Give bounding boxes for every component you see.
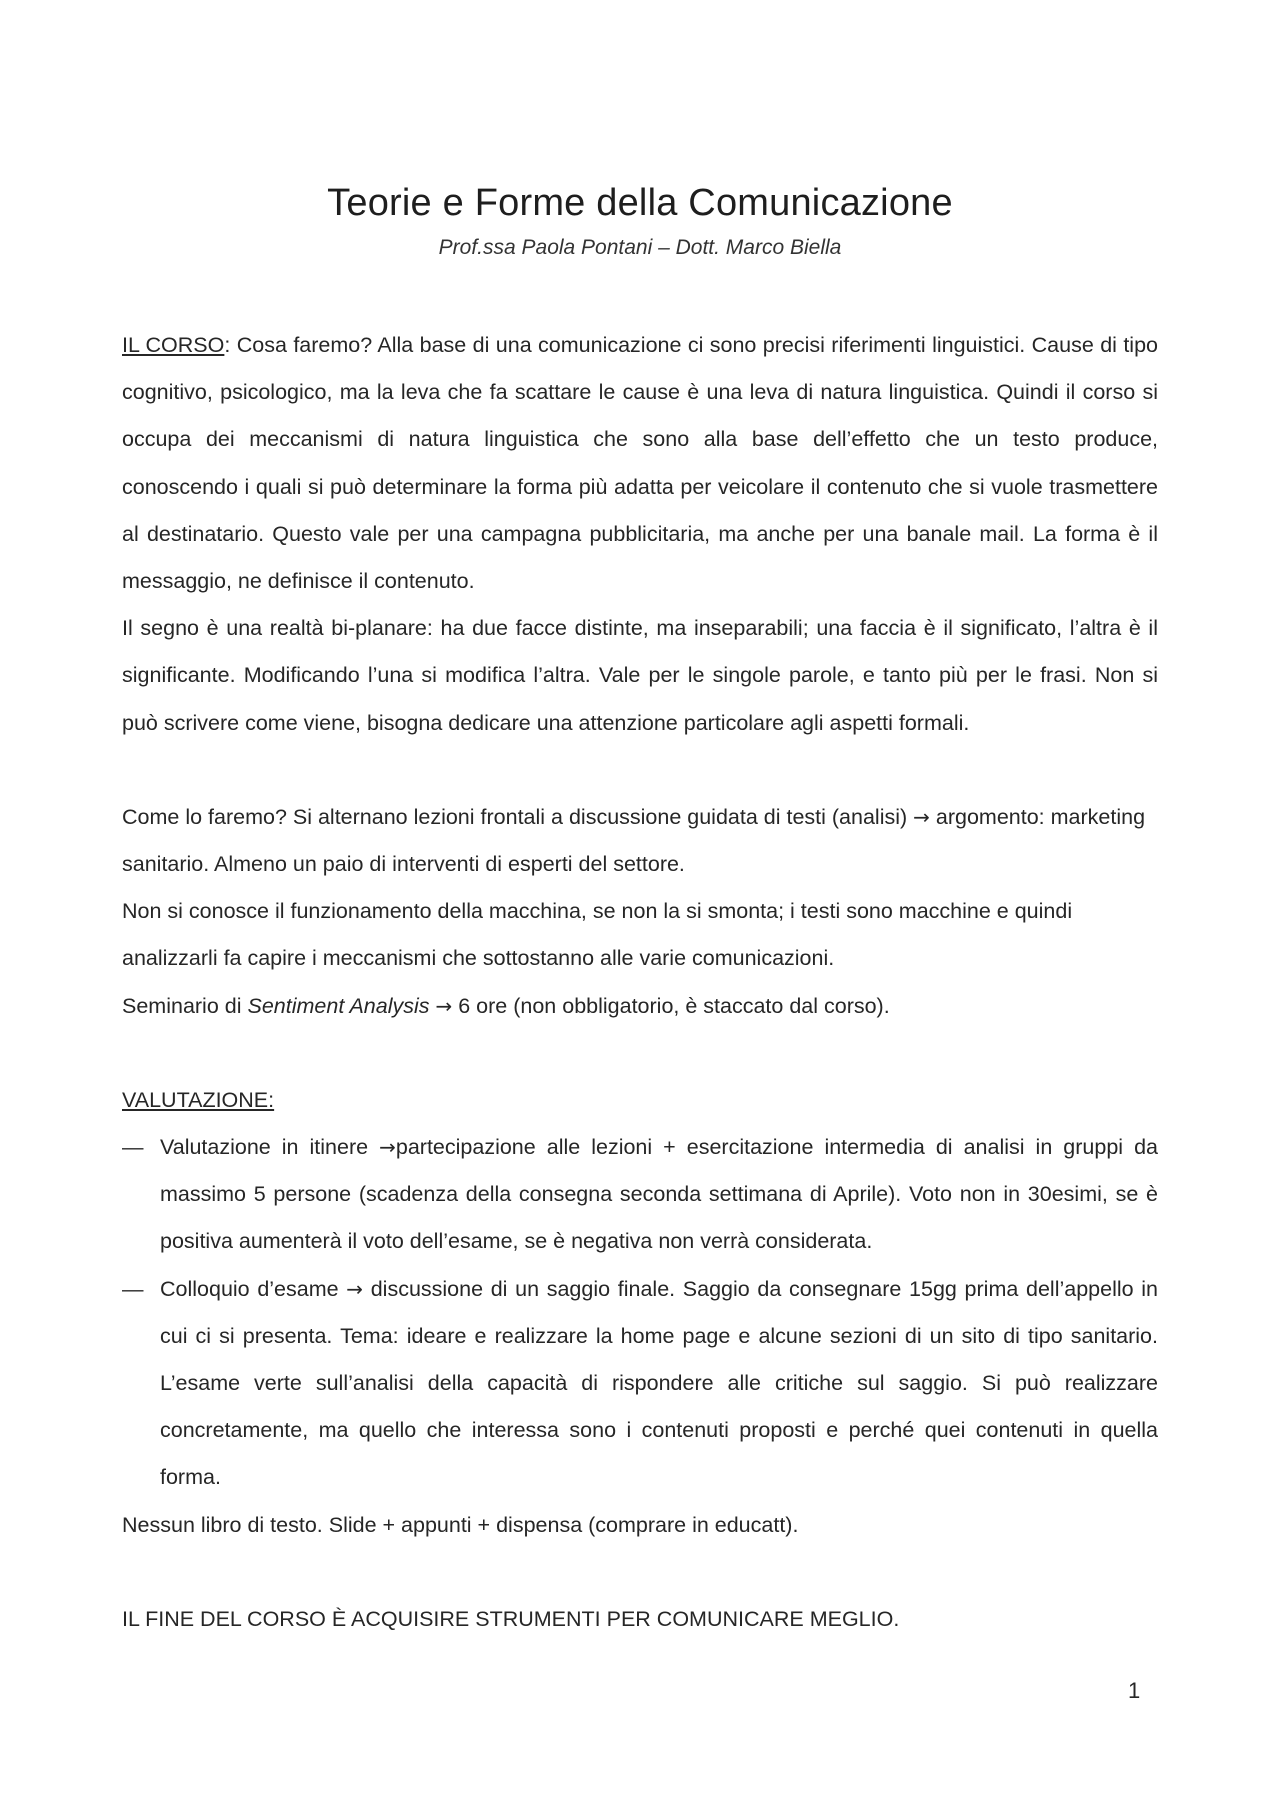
item-text-a: Colloquio d’esame <box>160 1276 347 1301</box>
evaluation-list <box>122 1124 1158 1502</box>
seminar-title: Sentiment Analysis <box>247 993 430 1018</box>
page-number: 1 <box>1128 1678 1141 1703</box>
seminar-text-b: 6 ore (non obbligatorio, è staccato dal corso). <box>452 993 890 1018</box>
paragraph-gap <box>122 1030 1158 1077</box>
list-item <box>122 1266 1158 1502</box>
course-goal: IL FINE DEL CORSO È ACQUISIRE STRUMENTI PER COMUNICARE MEGLIO. <box>122 1606 900 1631</box>
paragraph-gap <box>122 747 1158 794</box>
method-text-b: argomento: marketing sanitario. Almeno un paio di interventi di esperti del settore. <box>122 804 1146 877</box>
books-paragraph: Nessun libro di testo. Slide + appunti + dispensa (comprare in educatt). <box>122 1512 799 1537</box>
paragraph-gap <box>122 1549 1158 1596</box>
machine-paragraph: Non si conosce il funzionamento della macchina, se non la si smonta; i testi sono macchine e quindi analizzarli fa capire i meccanismi che sottostanno alle varie comunicazioni. <box>122 899 1073 971</box>
arrow-icon: → <box>346 1276 364 1301</box>
arrow-icon: → <box>913 804 930 829</box>
method-paragraph <box>122 794 1158 888</box>
seminar-text-a: Seminario di <box>122 993 248 1018</box>
course-label: IL CORSO <box>122 333 225 357</box>
document-authors: Prof.ssa Paola Pontani – Dott. Marco Biella <box>438 236 842 259</box>
arrow-icon: → <box>379 1135 396 1160</box>
course-text: : Cosa faremo? Alla base di una comunicazione ci sono precisi riferimenti linguistici. Cause di tipo cognitivo, psicologico, ma la leva che fa scattare le cause è una leva di natura linguistica. Quindi il corso si occupa dei meccanismi di natura linguistica che sono alla base dell’effetto che un testo produce, conoscendo i quali si può determinare la forma più adatta per veicolare il contenuto che si vuole trasmettere al destinatario. Questo vale per una campagna pubblicitaria, ma anche per una banale mail. La forma è il messaggio, ne definisce il contenuto. <box>122 333 1158 594</box>
sign-paragraph: Il segno è una realtà bi-planare: ha due facce distinte, ma inseparabili; una faccia è il significato, l’altra è il significante. Modificando l’una si modifica l’altra. Vale per le singole parole, e tanto più per le frasi. Non si può scrivere come viene, bisogna dedicare una attenzione particolare agli aspetti formali. <box>122 616 1158 735</box>
method-text-a: Come lo faremo? Si alternano lezioni frontali a discussione guidata di testi (analisi) <box>122 804 908 829</box>
evaluation-heading: VALUTAZIONE: <box>122 1087 275 1112</box>
arrow-icon: → <box>435 993 453 1018</box>
document-title: Teorie e Forme della Comunicazione <box>327 182 953 225</box>
item-text-a: Valutazione in itinere <box>160 1135 380 1160</box>
seminar-paragraph <box>122 983 1158 1030</box>
dash-bullet: — <box>122 1135 144 1160</box>
item-text-b: partecipazione alle lezioni + esercitazione intermedia di analisi in gruppi da massimo 5 persone (scadenza della consegna seconda settimana di Aprile). Voto non in 30esimi, se è positiva aumenterà il voto dell’esame, se è negativa non verrà considerata. <box>160 1135 1158 1254</box>
dash-bullet: — <box>122 1276 144 1301</box>
course-paragraph <box>122 322 1158 605</box>
item-text-b: discussione di un saggio finale. Saggio da consegnare 15gg prima dell’appello in cui ci si presenta. Tema: ideare e realizzare la home page e alcune sezioni di un sito di tipo sanitario. L’esame verte sull’analisi della capacità di rispondere alle critiche sul saggio. Si può realizzare concretamente, ma quello che interessa sono i contenuti proposti e perché quei contenuti in quella forma. <box>160 1276 1158 1490</box>
list-item <box>122 1124 1158 1266</box>
document-body <box>122 322 1158 1643</box>
